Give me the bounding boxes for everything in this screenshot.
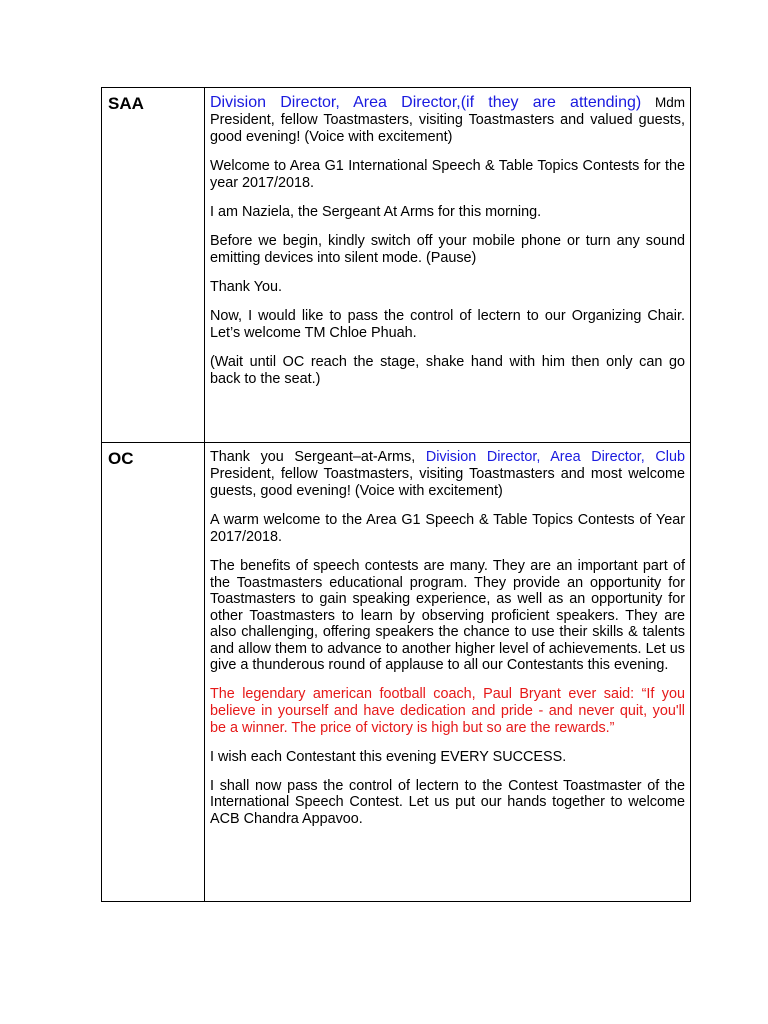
oc-paragraph-6: I shall now pass the control of lectern to the Contest Toastmaster of the International Speech Contest. Let us put our hands together to welcome ACB Chandra Appavoo.	[210, 777, 685, 827]
saa-paragraph-5: Thank You.	[210, 279, 283, 295]
saa-addressees: Division Director, Area Director,(if they are attending)	[210, 94, 642, 111]
saa-greeting: President, fellow Toastmasters, visiting Toastmasters and valued guests, good evening! (Voice with excitement)	[210, 112, 685, 145]
table-row-saa	[102, 88, 691, 443]
oc-paragraph-2: A warm welcome to the Area G1 Speech & Table Topics Contests of Year 2017/2018.	[210, 512, 685, 545]
saa-paragraph-1	[210, 94, 685, 146]
role-label-oc: OC	[102, 443, 205, 902]
role-label-saa: SAA	[102, 88, 205, 443]
table-row-oc	[102, 443, 691, 902]
saa-paragraph-6: Now, I would like to pass the control of lectern to our Organizing Chair. Let’s welcome TM Chloe Phuah.	[210, 308, 685, 341]
oc-paragraph-3: The benefits of speech contests are many. They are an important part of the Toastmasters educational program. They provide an opportunity for Toastmasters to gain speaking experience, as well as an opportunity for other Toastmasters to learn by observing proficient speakers. They are also challenging, offering speakers the chance to use their skills & talents and allow them to advance to another higher level of achievements. Let us give a thunderous round of applause to all our Contestants this evening.	[210, 558, 685, 673]
script-table	[101, 87, 691, 902]
saa-mdm: Mdm	[655, 95, 686, 110]
oc-quote: The legendary american football coach, Paul Bryant ever said: “If you believe in yourself and have dedication and pride - and never quit, you'll be a winner. The price of victory is high but so are the rewards.”	[210, 685, 685, 736]
oc-thanks: Thank you Sergeant–at-Arms,	[210, 449, 416, 465]
saa-paragraph-3: I am Naziela, the Sergeant At Arms for this morning.	[210, 204, 542, 220]
oc-greeting: President, fellow Toastmasters, visiting Toastmasters and most welcome guests, good evening! (Voice with excitement)	[210, 466, 685, 499]
oc-paragraph-5: I wish each Contestant this evening EVERY SUCCESS.	[210, 748, 567, 765]
saa-paragraph-4: Before we begin, kindly switch off your mobile phone or turn any sound emitting devices into silent mode. (Pause)	[210, 233, 685, 266]
script-cell-saa	[205, 88, 691, 443]
oc-addressees: Division Director, Area Director, Club	[425, 449, 686, 465]
oc-paragraph-1	[210, 449, 685, 500]
script-cell-oc	[205, 443, 691, 902]
saa-paragraph-2: Welcome to Area G1 International Speech & Table Topics Contests for the year 2017/2018.	[210, 158, 685, 191]
saa-paragraph-7: (Wait until OC reach the stage, shake hand with him then only can go back to the seat.)	[210, 354, 685, 387]
